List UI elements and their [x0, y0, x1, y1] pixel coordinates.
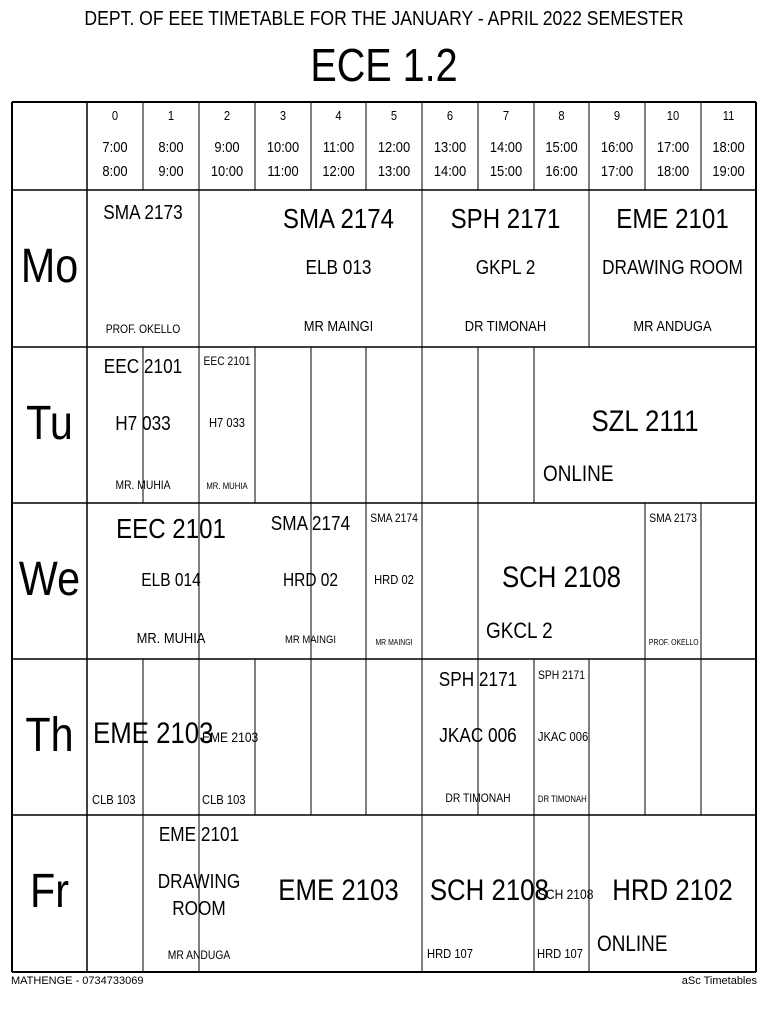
lesson-cell: [478, 503, 645, 659]
lesson-cell: [589, 815, 756, 972]
lesson-cell: [422, 815, 549, 972]
lesson-room: JKAC 006: [439, 725, 517, 747]
lesson-cell: [422, 659, 534, 815]
lesson-room: ELB 013: [305, 257, 372, 279]
period-start-time: 16:00: [600, 139, 634, 156]
lesson-teacher: DR TIMONAH: [464, 318, 547, 335]
lesson-room: ELB 014: [141, 570, 201, 590]
day-label: Mo: [20, 240, 79, 293]
lesson-course: SMA 2173: [103, 202, 183, 224]
lesson-cell: [422, 190, 589, 347]
lesson-room: ONLINE: [597, 931, 668, 956]
lesson-room: HRD 107: [537, 946, 583, 961]
period-number: 9: [613, 108, 621, 123]
period-end-time: 13:00: [377, 163, 411, 180]
period-number: 2: [223, 108, 231, 123]
period-header-cell: [366, 102, 422, 190]
lesson-room: HRD 02: [282, 570, 339, 590]
period-number: 1: [167, 108, 175, 123]
period-end-time: 16:00: [545, 163, 578, 180]
lesson-cell: [534, 659, 589, 815]
lesson-course: HRD 2102: [612, 874, 733, 907]
footer-credit: aSc Timetables: [681, 975, 757, 987]
lesson-teacher: MR MAINGI: [285, 634, 336, 646]
period-header-cell: [534, 102, 589, 190]
lesson-room: HRD 107: [427, 946, 473, 961]
lesson-teacher: PROF. OKELLO: [648, 638, 699, 647]
period-header-cell: [199, 102, 255, 190]
period-end-time: 19:00: [712, 163, 745, 180]
day-label: We: [18, 553, 81, 606]
lesson-room: DRAWING ROOM: [602, 257, 743, 279]
lesson-course: SCH 2108: [537, 886, 594, 902]
period-start-time: 9:00: [214, 139, 240, 156]
lesson-room: HRD 02: [374, 572, 414, 587]
lesson-cell: [589, 190, 756, 347]
period-end-time: 17:00: [600, 163, 634, 180]
period-number: 11: [722, 108, 735, 123]
period-number: 7: [502, 108, 510, 123]
day-label: Tu: [26, 397, 73, 450]
lesson-course: EME 2101: [158, 824, 240, 846]
lesson-teacher: DR TIMONAH: [537, 794, 587, 804]
timetable-title: DEPT. OF EEE TIMETABLE FOR THE JANUARY - APRIL 2022 SEMESTER: [84, 8, 684, 30]
period-end-time: 12:00: [322, 163, 355, 180]
period-header-cell: [311, 102, 366, 190]
lesson-cell: [255, 190, 422, 347]
period-start-time: 17:00: [656, 139, 690, 156]
lesson-teacher: MR ANDUGA: [633, 318, 712, 335]
lesson-course: SPH 2171: [438, 669, 518, 691]
lesson-cell: [143, 815, 255, 972]
lesson-cell: [87, 503, 255, 659]
day-label-cell: [12, 659, 87, 815]
lesson-course: EME 2103: [202, 729, 259, 745]
footer-author: MATHENGE - 0734733069: [11, 975, 144, 987]
lesson-teacher: MR MAINGI: [375, 638, 413, 647]
lesson-teacher: MR MAINGI: [303, 318, 374, 335]
period-start-time: 14:00: [489, 139, 523, 156]
lesson-cell: [366, 503, 422, 659]
lesson-course: SCH 2108: [501, 561, 622, 594]
lesson-room: H7 033: [115, 413, 171, 435]
period-end-time: 11:00: [267, 163, 299, 180]
period-start-time: 10:00: [266, 139, 300, 156]
period-start-time: 8:00: [158, 139, 184, 156]
lesson-cell: [87, 347, 199, 503]
period-header-cell: [255, 102, 311, 190]
day-label-cell: [12, 815, 87, 972]
period-number: 0: [111, 108, 119, 123]
lesson-course: EEC 2101: [116, 513, 226, 544]
lesson-teacher: MR. MUHIA: [115, 478, 171, 492]
lesson-teacher: MR. MUHIA: [206, 481, 248, 491]
lesson-teacher: PROF. OKELLO: [105, 322, 181, 336]
day-label-cell: [12, 190, 87, 347]
lesson-course: SPH 2171: [537, 668, 586, 682]
lesson-teacher: MR. MUHIA: [136, 630, 206, 647]
day-label: Th: [25, 709, 74, 762]
lesson-course: EEC 2101: [203, 354, 251, 368]
day-label-cell: [12, 503, 87, 659]
lesson-cell: [255, 503, 366, 659]
lesson-course: SZL 2111: [591, 405, 699, 438]
lesson-cell: [255, 815, 422, 972]
lesson-room: GKCL 2: [486, 618, 553, 643]
lesson-cell: [534, 347, 756, 503]
period-start-time: 7:00: [102, 139, 128, 156]
period-header-cell: [87, 102, 143, 190]
lesson-course: EME 2101: [616, 203, 729, 234]
lesson-cell: [87, 190, 199, 347]
lesson-teacher: DR TIMONAH: [445, 791, 511, 805]
lesson-course: EEC 2101: [103, 356, 183, 378]
lesson-room: GKPL 2: [475, 257, 536, 279]
period-number: 10: [666, 108, 680, 123]
period-start-time: 13:00: [433, 139, 467, 156]
period-number: 6: [446, 108, 454, 123]
period-number: 4: [335, 108, 342, 123]
period-start-time: 18:00: [712, 139, 745, 156]
lesson-course: EME 2103: [278, 874, 399, 907]
period-number: 3: [279, 108, 287, 123]
lesson-course: SMA 2174: [270, 513, 351, 535]
lesson-course: SPH 2171: [450, 203, 561, 234]
lesson-room: JKAC 006: [537, 729, 589, 744]
period-number: 8: [558, 108, 565, 123]
lesson-room: CLB 103: [202, 792, 246, 807]
period-header-cell: [645, 102, 701, 190]
lesson-cell: [534, 815, 594, 972]
period-end-time: 8:00: [102, 163, 128, 180]
lesson-course: SMA 2174: [370, 511, 418, 525]
day-label: Fr: [30, 865, 69, 918]
period-number: 5: [390, 108, 398, 123]
period-end-time: 18:00: [656, 163, 690, 180]
class-name: ECE 1.2: [310, 39, 458, 91]
lesson-room: H7 033: [208, 415, 246, 430]
lesson-course: SMA 2174: [282, 203, 395, 234]
lesson-cell: [199, 659, 259, 815]
lesson-course: EME 2103: [93, 717, 214, 750]
lesson-room: DRAWING ROOM: [157, 871, 241, 920]
period-end-time: 9:00: [158, 163, 184, 180]
lesson-cell: [645, 503, 701, 659]
lesson-cell: [87, 659, 214, 815]
period-start-time: 11:00: [322, 139, 355, 156]
period-start-time: 12:00: [377, 139, 411, 156]
period-header-cell: [422, 102, 478, 190]
period-header-cell: [143, 102, 199, 190]
lesson-room: CLB 103: [92, 792, 136, 807]
period-start-time: 15:00: [545, 139, 578, 156]
period-header-cell: [701, 102, 756, 190]
period-header-cell: [478, 102, 534, 190]
period-end-time: 10:00: [210, 163, 244, 180]
period-header-cell: [589, 102, 645, 190]
period-end-time: 15:00: [489, 163, 523, 180]
day-label-cell: [12, 347, 87, 503]
lesson-teacher: MR ANDUGA: [167, 948, 231, 962]
lesson-cell: [199, 347, 255, 503]
lesson-room: ONLINE: [543, 461, 614, 486]
lesson-course: SCH 2108: [429, 874, 549, 907]
period-end-time: 14:00: [433, 163, 467, 180]
lesson-course: SMA 2173: [649, 511, 697, 525]
